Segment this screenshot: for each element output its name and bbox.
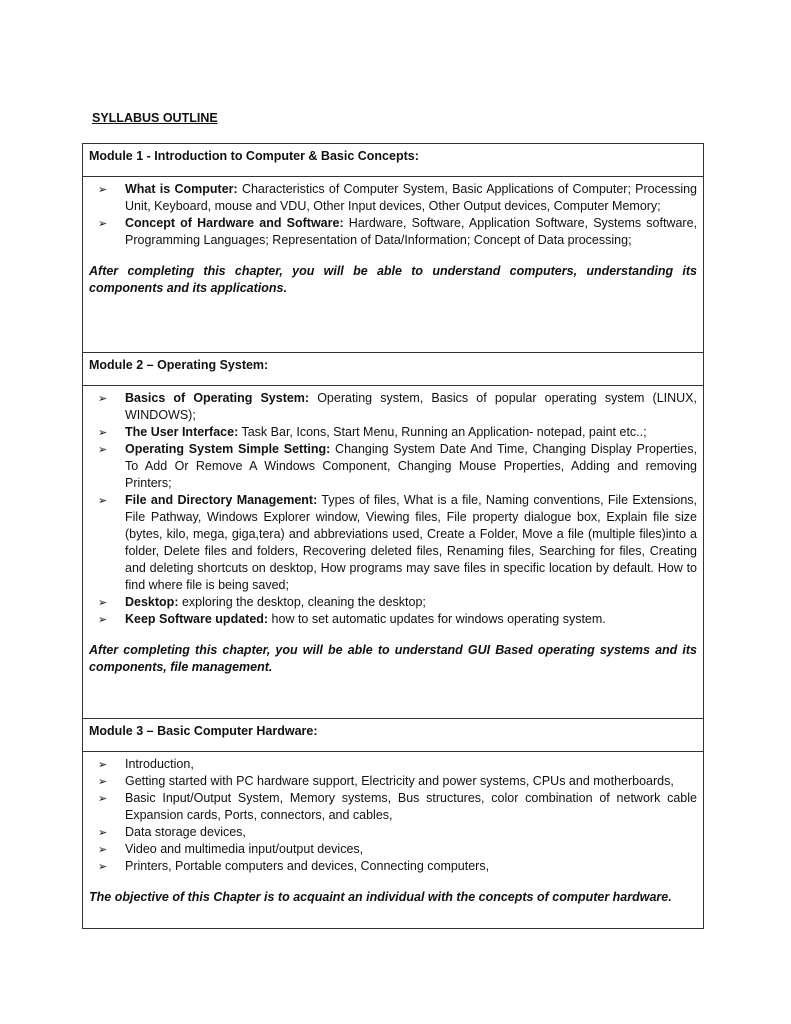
topic-item bbox=[89, 858, 697, 875]
module-1-section bbox=[82, 143, 704, 353]
topic-item bbox=[89, 390, 697, 424]
arrow-bullet-icon: ➢ bbox=[98, 792, 108, 805]
module-body bbox=[83, 386, 703, 676]
module-heading: Module 3 – Basic Computer Hardware: bbox=[83, 719, 703, 752]
topic-text: Getting started with PC hardware support, Electricity and power systems, CPUs and motherboards, bbox=[125, 774, 674, 788]
module-body bbox=[83, 752, 703, 906]
topic-label: Keep Software updated: bbox=[125, 612, 269, 626]
topic-list bbox=[89, 181, 697, 249]
topic-item bbox=[89, 492, 697, 594]
topic-item bbox=[89, 841, 697, 858]
arrow-bullet-icon: ➢ bbox=[98, 426, 108, 439]
topic-item bbox=[89, 611, 697, 628]
topic-item bbox=[89, 424, 697, 441]
topic-text: Data storage devices, bbox=[125, 825, 246, 839]
arrow-bullet-icon: ➢ bbox=[98, 843, 108, 856]
topic-label: Basics of Operating System: bbox=[125, 391, 310, 405]
module-body bbox=[83, 177, 703, 297]
topic-item bbox=[89, 594, 697, 611]
topic-label: Concept of Hardware and Software: bbox=[125, 216, 344, 230]
arrow-bullet-icon: ➢ bbox=[98, 217, 108, 230]
module-2-section bbox=[82, 353, 704, 719]
arrow-bullet-icon: ➢ bbox=[98, 826, 108, 839]
module-heading: Module 1 - Introduction to Computer & Basic Concepts: bbox=[83, 144, 703, 177]
topic-text: Introduction, bbox=[125, 757, 194, 771]
topic-item bbox=[89, 441, 697, 492]
module-outcome: After completing this chapter, you will be able to understand GUI Based operating systems and its components, file management. bbox=[89, 643, 697, 674]
topic-text: how to set automatic updates for windows operating system. bbox=[268, 612, 606, 626]
topic-item bbox=[89, 756, 697, 773]
topic-item bbox=[89, 773, 697, 790]
module-outcome: After completing this chapter, you will be able to understand computers, understanding its components and its applications. bbox=[89, 264, 697, 295]
topic-text: Hardware, Software, Application Software, Systems software, Programming Languages; Representation of Data/Information; Concept of Data processing; bbox=[125, 216, 697, 247]
arrow-bullet-icon: ➢ bbox=[98, 494, 108, 507]
topic-text: Characteristics of Computer System, Basic Applications of Computer; Processing Unit, Keyboard, mouse and VDU, Other Input devices, Other Output devices, Computer Memory; bbox=[125, 182, 698, 213]
module-outcome: The objective of this Chapter is to acquaint an individual with the concepts of computer hardware. bbox=[89, 890, 672, 904]
syllabus-title: SYLLABUS OUTLINE bbox=[92, 111, 218, 125]
topic-item bbox=[89, 215, 697, 249]
arrow-bullet-icon: ➢ bbox=[98, 596, 108, 609]
topic-text: Types of files, What is a file, Naming conventions, File Extensions, File Pathway, Windows Explorer window, Viewing files, File property dialogue box, Explain file size (bytes, kilo, mega, giga,tera) and abbreviations used, Create a Folder, Move a file (multiple files)into a folder, Delete files and folders, Recovering deleted files, Renaming files, Searching for files, Creating and deleting shortcuts on desktop, How programs may save files in specific location by default. How to find where file is being saved; bbox=[125, 493, 698, 592]
topic-list bbox=[89, 390, 697, 628]
topic-text: Video and multimedia input/output devices, bbox=[125, 842, 364, 856]
topic-text: Task Bar, Icons, Start Menu, Running an Application- notepad, paint etc..; bbox=[238, 425, 647, 439]
module-heading: Module 2 – Operating System: bbox=[83, 353, 703, 386]
topic-label: File and Directory Management: bbox=[125, 493, 318, 507]
topic-label: The User Interface: bbox=[125, 425, 239, 439]
arrow-bullet-icon: ➢ bbox=[98, 613, 108, 626]
topic-label: What is Computer: bbox=[125, 182, 238, 196]
topic-list bbox=[89, 756, 697, 875]
topic-item bbox=[89, 790, 697, 824]
arrow-bullet-icon: ➢ bbox=[98, 392, 108, 405]
arrow-bullet-icon: ➢ bbox=[98, 775, 108, 788]
topic-label: Operating System Simple Setting: bbox=[125, 442, 331, 456]
topic-text: Changing System Date And Time, Changing Display Properties, To Add Or Remove A Windows Component, Changing Mouse Properties, Adding and removing Printers; bbox=[125, 442, 697, 490]
topic-item bbox=[89, 181, 697, 215]
arrow-bullet-icon: ➢ bbox=[98, 860, 108, 873]
topic-text: exploring the desktop, cleaning the desktop; bbox=[178, 595, 426, 609]
topic-text: Printers, Portable computers and devices, Connecting computers, bbox=[125, 859, 490, 873]
arrow-bullet-icon: ➢ bbox=[98, 183, 108, 196]
topic-text: Operating system, Basics of popular operating system (LINUX, WINDOWS); bbox=[125, 391, 697, 422]
module-3-section bbox=[82, 719, 704, 929]
topic-item bbox=[89, 824, 697, 841]
arrow-bullet-icon: ➢ bbox=[98, 758, 108, 771]
arrow-bullet-icon: ➢ bbox=[98, 443, 108, 456]
topic-label: Desktop: bbox=[125, 595, 179, 609]
topic-text: Basic Input/Output System, Memory systems, Bus structures, color combination of network cable Expansion cards, Ports, connectors, and cables, bbox=[125, 791, 697, 822]
